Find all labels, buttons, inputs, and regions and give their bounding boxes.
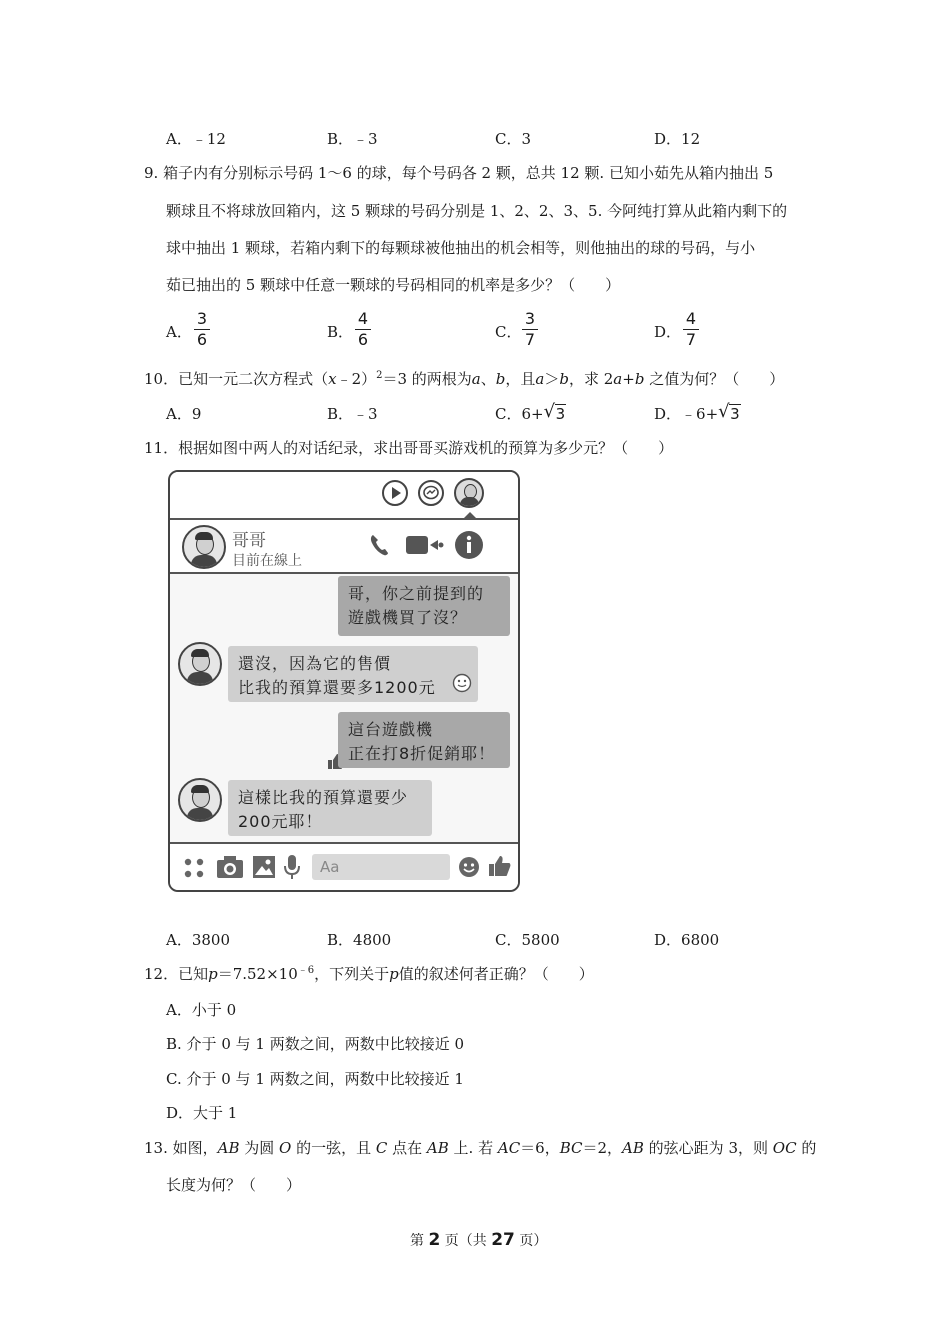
q10-part4: ，且 [505,370,536,388]
q9-option-d-label[interactable]: D． [654,323,682,341]
q10-option-c[interactable] [495,403,566,424]
q9-option-a-fraction [194,310,210,349]
point-c: C [375,1139,388,1157]
message-bubble-me [338,712,510,768]
segment-oc: OC [772,1139,797,1157]
contact-status: 目前在線上 [232,553,302,569]
footer-part3: 页） [514,1233,548,1249]
radicand: 3 [555,405,566,423]
q11-option-c[interactable]: C．5800 [495,931,560,949]
q12-option-b[interactable]: B. 介于 0 与 1 两数之间，两数中比较接近 0 [166,1035,465,1053]
q10-plus: + [622,370,635,388]
q11-option-b[interactable]: B．4800 [327,931,392,949]
brother-avatar [178,642,222,686]
messenger-icon[interactable] [418,480,444,506]
var-p: p [389,965,399,983]
q13-part9: 的 [796,1139,817,1157]
footer-part2: 页（共 [440,1233,492,1249]
q10-exponent: 2 [376,370,383,381]
avatar-icon[interactable] [454,478,484,508]
message-line: 200元耶！ [238,812,323,831]
q12-part1: 12．已知 [144,965,209,983]
contact-name: 哥哥 [232,531,266,551]
segment-ac: AC [497,1139,521,1157]
q8-option-c[interactable]: C．3 [495,130,532,148]
apps-icon[interactable] [182,856,206,880]
q9-option-d-fraction [683,310,699,349]
page-footer [410,1230,547,1250]
q11-options [0,929,950,953]
var-b: b [559,370,569,388]
message-input[interactable]: Aa [312,854,450,880]
q12-part3: ，下列关于 [314,965,390,983]
fraction-numerator: 4 [357,309,369,328]
q12-part2: ＝7.52×10 [217,965,298,983]
message-line: 正在打8折促銷耶！ [348,744,496,763]
message-line: 哥，你之前提到的 [348,584,485,603]
q13-part1: 13. 如图， [144,1139,218,1157]
q10-gt: ＞ [544,370,560,388]
radical-sign-icon: √ [718,401,730,422]
q8-option-a[interactable]: A．﹣12 [166,130,226,148]
q10-part5: ，求 2 [568,370,614,388]
q13-part2: 为圆 [239,1139,280,1157]
message-bubble-brother [228,646,478,702]
var-b: b [634,370,645,388]
fraction-numerator: 3 [196,309,208,328]
total-page-number: 27 [491,1230,515,1250]
message-line: 還沒，因為它的售價 [238,654,392,673]
q12-option-a[interactable]: A．小于 0 [166,1001,237,1019]
chat-top-bar [170,472,518,520]
q10-option-c-text: C．6+ [495,405,544,423]
emoji-icon[interactable] [458,856,480,878]
segment-ab: AB [622,1139,644,1157]
fraction-denominator: 6 [357,330,369,349]
camera-icon[interactable] [216,855,244,879]
chat-figure [168,470,520,892]
q11-text: 11．根据如图中两人的对话纪录，求出哥哥买游戏机的预算为多少元？（ ） [144,439,674,457]
q8-option-b[interactable]: B．﹣3 [327,130,378,148]
phone-icon[interactable] [368,532,390,558]
q9-option-b-fraction [355,310,371,349]
q10-part3: ＝3 的两根为 [382,370,472,388]
fraction-denominator: 7 [685,330,697,349]
smiley-icon [452,673,472,693]
point-o: O [279,1139,292,1157]
message-line: 這樣比我的預算還要少 [238,788,409,807]
segment-ab: AB [217,1139,240,1157]
brother-avatar [178,778,222,822]
footer-part1: 第 [410,1233,429,1249]
q9-text-line4: 茹已抽出的 5 颗球中任意一颗球的号码相同的机率是多少？（ ） [166,276,621,294]
q9-text-line1: 9. 箱子内有分别标示号码 1～6 的球，每个号码各 2 颗，总共 12 颗. 已知小茹先从箱内抽出 5 [144,164,774,182]
q10-part2: ﹣2） [336,370,377,388]
q10-options [0,403,950,427]
q13-part6: ＝6， [520,1139,560,1157]
q9-options [0,310,950,354]
message-bubble-me [338,576,510,636]
q10-sep: 、 [480,370,496,388]
q10-option-a[interactable]: A．9 [166,405,202,423]
q13-text-line1 [144,1137,816,1158]
q11-option-d[interactable]: D．6800 [654,931,720,949]
fraction-denominator: 6 [196,330,208,349]
var-a: a [471,370,481,388]
thumbs-up-icon[interactable] [488,854,512,878]
q8-options [0,128,950,152]
image-icon[interactable] [252,855,276,879]
q9-option-a-label[interactable]: A． [166,323,192,341]
q12-exponent: ﹣6 [297,965,315,976]
var-a: a [613,370,623,388]
var-x: x [328,370,337,388]
q12-text [144,963,594,984]
video-icon[interactable] [406,534,444,556]
q9-option-c-label[interactable]: C． [495,323,522,341]
pointer-arrow-icon [464,512,476,518]
message-line: 比我的預算還要多1200元 [238,678,436,697]
chat-header [170,520,518,574]
mic-icon[interactable] [284,854,300,880]
message-line: 這台遊戲機 [348,720,434,739]
fraction-numerator: 4 [685,309,697,328]
info-icon[interactable] [454,530,484,560]
q9-text-line3: 球中抽出 1 颗球，若箱内剩下的每颗球被他抽出的机会相等，则他抽出的球的号码，与小 [166,239,756,257]
q12-option-c[interactable]: C. 介于 0 与 1 两数之间，两数中比较接近 1 [166,1070,464,1088]
segment-ab: AB [426,1139,449,1157]
q10-option-b[interactable]: B．﹣3 [327,405,378,423]
q13-part4: 点在 [387,1139,427,1157]
sqrt-expression [718,401,741,423]
q13-part5: 上. 若 [448,1139,498,1157]
q13-text-line2: 长度为何？（ ） [166,1176,302,1194]
play-icon[interactable] [382,480,408,506]
segment-bc: BC [559,1139,583,1157]
q10-option-d[interactable] [654,403,741,424]
fraction-denominator: 7 [524,330,536,349]
q9-text-line2: 颗球且不将球放回箱内，这 5 颗球的号码分别是 1、2、2、3、5. 今阿纯打算从此箱内剩下的 [166,202,788,220]
q13-part7: ＝2， [582,1139,623,1157]
chat-input-bar [170,842,518,892]
q10-part6: 之值为何？（ ） [644,370,785,388]
q13-part8: 的弦心距为 3，则 [643,1139,773,1157]
q9-option-b-label[interactable]: B． [327,323,354,341]
q10-part1: 10．已知一元二次方程式（ [144,370,329,388]
q10-text [144,368,784,389]
fraction-numerator: 3 [524,309,536,328]
q12-option-d[interactable]: D．大于 1 [166,1104,238,1122]
q10-option-d-text: D．﹣6+ [654,405,719,423]
radicand: 3 [730,405,740,423]
var-b: b [495,370,506,388]
contact-avatar[interactable] [182,525,226,569]
q9-option-c-fraction [522,310,538,349]
message-bubble-brother [228,780,432,836]
sqrt-expression [543,401,567,423]
radical-sign-icon: √ [543,401,556,422]
q11-option-a[interactable]: A．3800 [166,931,231,949]
message-line: 遊戲機買了沒？ [348,608,468,627]
current-page-number: 2 [428,1230,441,1250]
q12-part4: 值的叙述何者正确？（ ） [398,965,594,983]
q8-option-d[interactable]: D．12 [654,130,701,148]
var-a: a [535,370,545,388]
q13-part3: 的一弦，且 [291,1139,376,1157]
var-p: p [208,965,218,983]
